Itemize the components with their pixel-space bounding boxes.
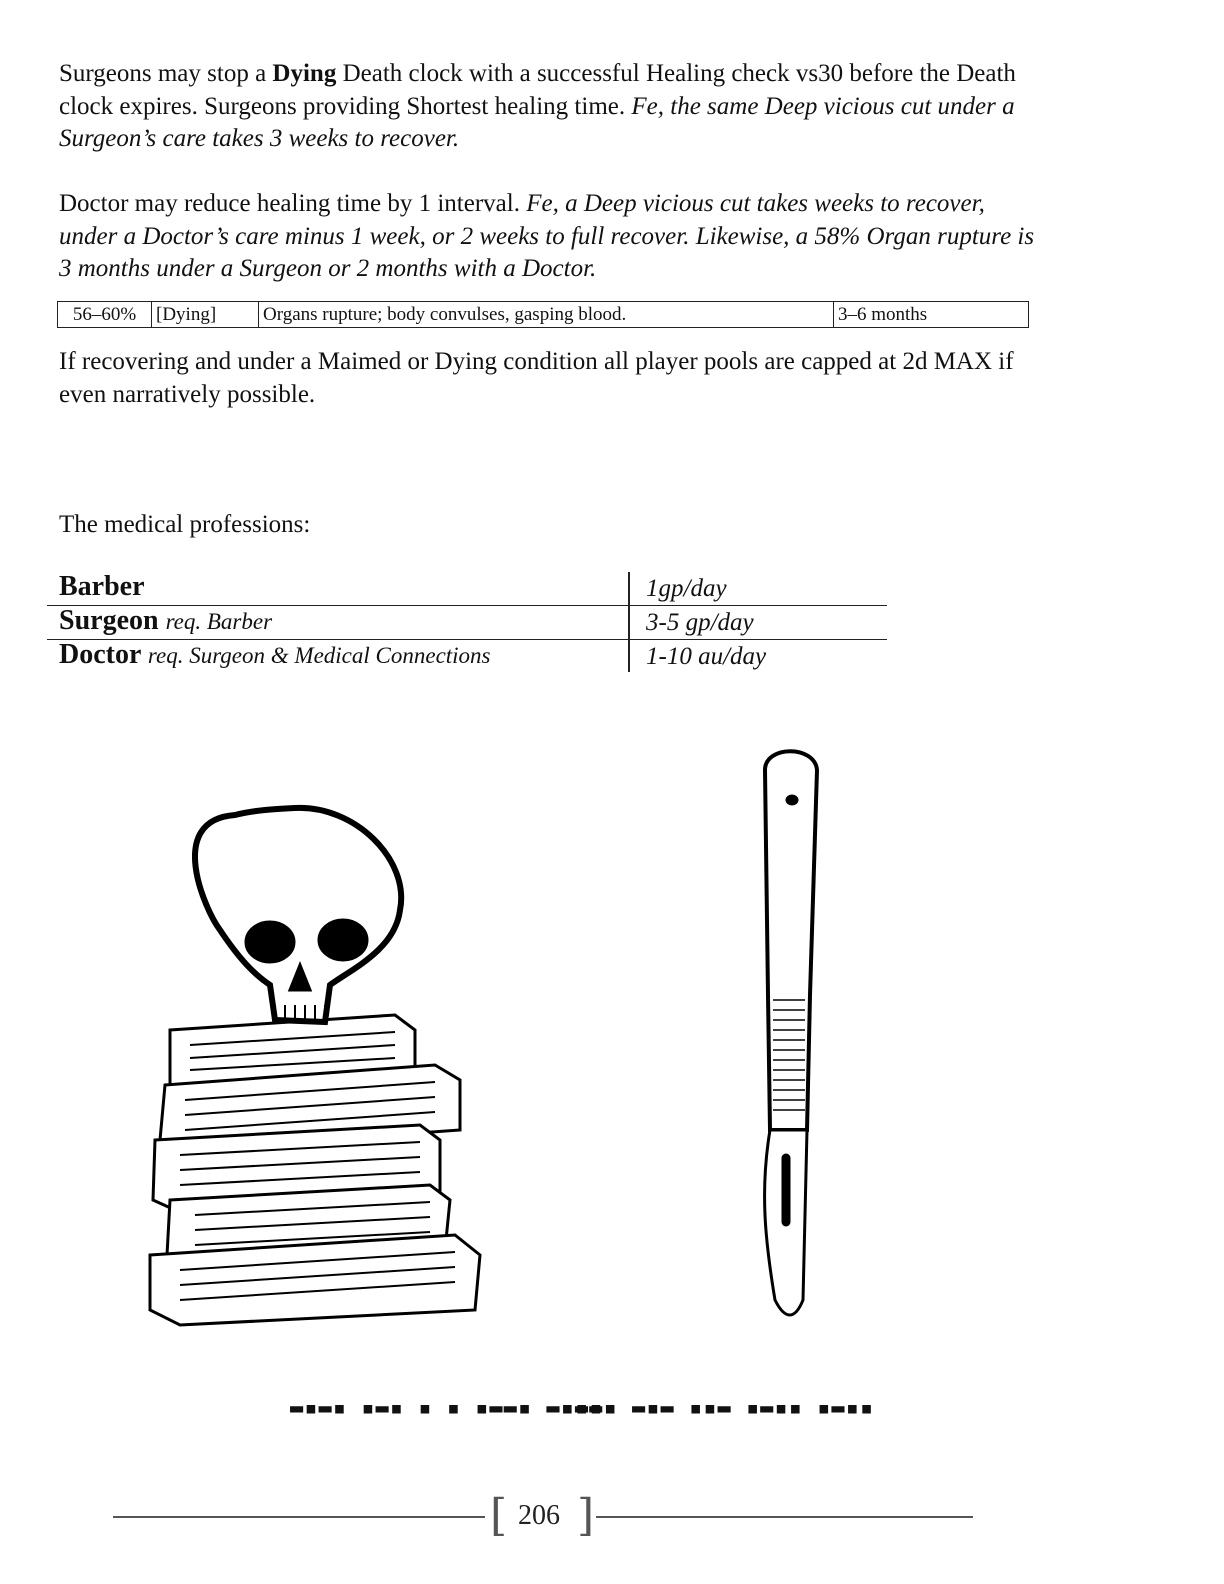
paragraph-doctor: Doctor may reduce healing time by 1 interval. Fe, a Deep vicious cut takes weeks to recover, under a Doctor’s care minus 1 week, or 2 weeks to full recover. Likewise, a 58% Organ rupture is 3 months under a Surgeon or 2 months with a Doctor. <box>59 190 1035 282</box>
left-brace-icon: [ <box>490 1490 508 1541</box>
dying-term: Dying <box>272 60 337 87</box>
wound-condition: [Dying] <box>152 302 259 328</box>
table-row <box>47 572 887 606</box>
profession-cost: 1gp/day <box>646 575 727 602</box>
professions-heading: The medical professions: <box>59 511 311 538</box>
cipher-right: ▪▪▪ ▬▪▬ ▪▪▬ ▪▬▪▪ ▪▬▪▪ <box>575 1396 875 1421</box>
profession-requirement: req. Barber <box>165 609 273 634</box>
wound-table <box>57 301 1029 328</box>
profession-name: Doctor <box>59 639 141 670</box>
profession-name: Surgeon <box>59 605 159 636</box>
profession-name: Barber <box>59 571 145 602</box>
profession-cost: 3-5 gp/day <box>646 609 754 636</box>
table-row <box>58 302 1029 328</box>
paragraph-recovering: If recovering and under a Maimed or Dying condition all player pools are capped at 2d MAX if even narratively possible. <box>59 348 1014 408</box>
footer-rule-right <box>596 1516 973 1518</box>
book-stack <box>150 1015 480 1325</box>
footer-rule-left <box>113 1516 485 1518</box>
profession-requirement: req. Surgeon & Medical Connections <box>147 643 491 668</box>
right-brace-icon: ] <box>577 1490 595 1541</box>
wound-description: Organs rupture; body convulses, gasping blood. <box>259 302 834 328</box>
professions-table <box>47 572 887 673</box>
wound-range: 56–60% <box>58 302 152 328</box>
wound-duration: 3–6 months <box>834 302 1029 328</box>
profession-cost: 1-10 au/day <box>646 643 767 670</box>
cipher-left: ▬▪▬▪ ▪▬▪ ▪ ▪ ▪▬▬▪ ▬▪▬▬ <box>290 1396 604 1421</box>
page-number: 206 <box>518 1500 560 1531</box>
scalpel-illustration <box>745 740 835 1330</box>
skull <box>195 808 401 1022</box>
table-row <box>47 640 887 673</box>
skull-books-illustration <box>95 800 495 1360</box>
table-row <box>47 606 887 640</box>
paragraph-surgeons: Surgeons may stop a Dying Death clock with a successful Healing check vs30 before the Death clock expires. Surgeons providing Shortest healing time. Fe, the same Deep vicious cut under a Surgeon’s care takes 3 weeks to recover. <box>59 60 1016 152</box>
